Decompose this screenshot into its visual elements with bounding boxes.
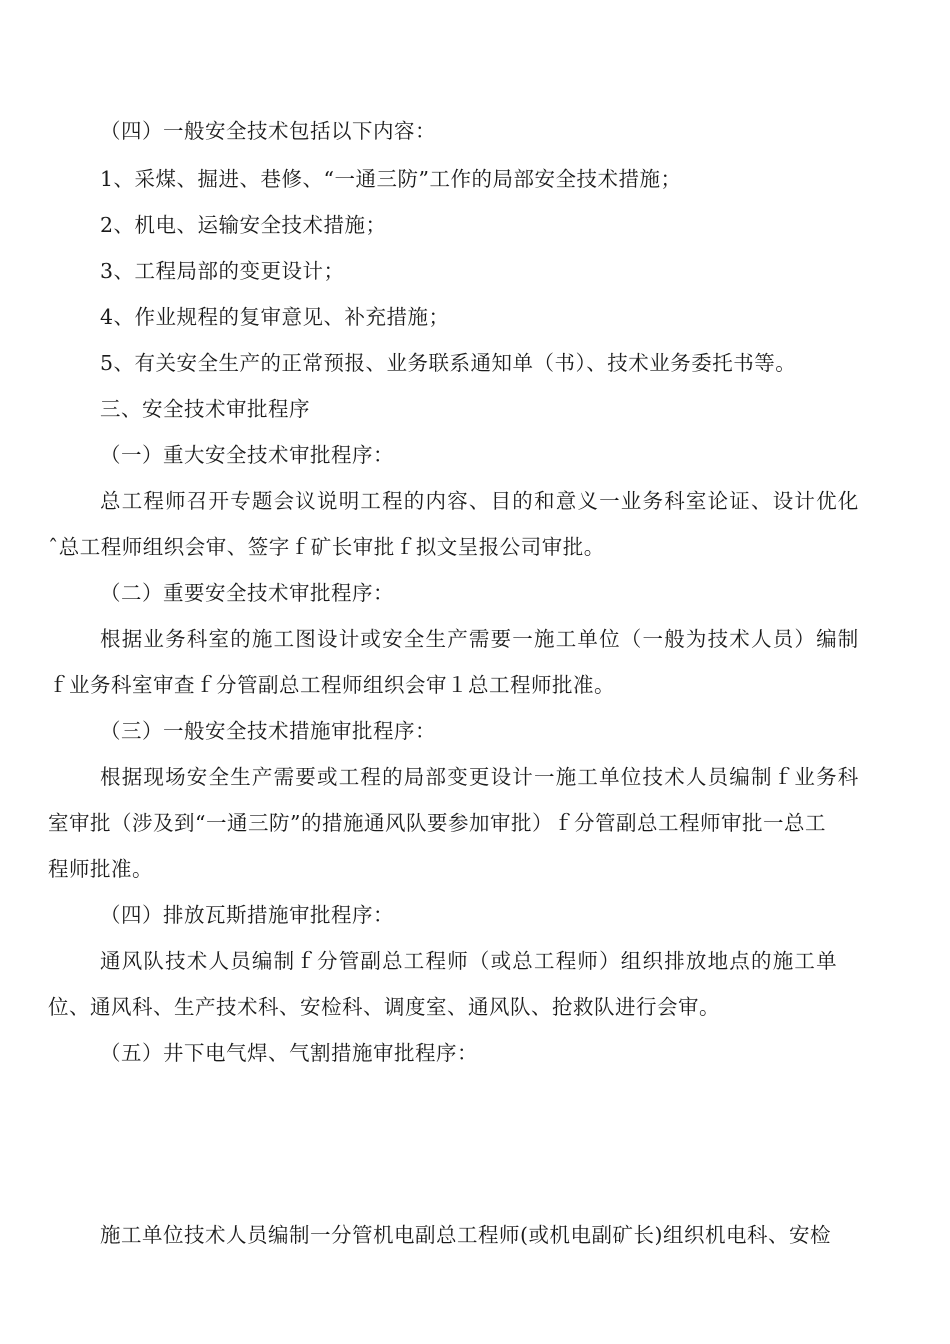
subsection-heading-general: （三）一般安全技术措施审批程序： [100, 719, 436, 743]
paragraph-line: 室审批（涉及到“一通三防”的措施通风队要参加审批）ｆ分管副总工程师审批一总工 [48, 811, 826, 835]
paragraph-line: 总工程师召开专题会议说明工程的内容、目的和意义一业务科室论证、设计优化 [100, 489, 860, 513]
list-item-3: 3、工程局部的变更设计； [100, 259, 345, 283]
subsection-heading-major: （一）重大安全技术审批程序： [100, 443, 394, 467]
paragraph-line: ˆ总工程师组织会审、签字ｆ矿长审批ｆ拟文呈报公司审批。 [48, 535, 605, 559]
list-item-1: 1、采煤、掘进、巷修、“一通三防”工作的局部安全技术措施； [100, 167, 682, 191]
subsection-heading-important: （二）重要安全技术审批程序： [100, 581, 394, 605]
section-heading-approval: 三、安全技术审批程序 [100, 397, 310, 421]
list-item-2: 2、机电、运输安全技术措施； [100, 213, 387, 237]
paragraph-line: ｆ业务科室审查ｆ分管副总工程师组织会审１总工程师批准。 [48, 673, 615, 697]
subsection-heading-welding: （五）井下电气焊、气割措施审批程序： [100, 1041, 478, 1065]
paragraph-line: 通风队技术人员编制ｆ分管副总工程师（或总工程师）组织排放地点的施工单 [100, 949, 838, 973]
section-heading-general-tech: （四）一般安全技术包括以下内容： [100, 119, 436, 143]
paragraph-line: 位、通风科、生产技术科、安检科、调度室、通风队、抢救队进行会审。 [48, 995, 720, 1019]
list-item-5: 5、有关安全生产的正常预报、业务联系通知单（书）、技术业务委托书等。 [100, 351, 797, 375]
paragraph-line: 根据现场安全生产需要或工程的局部变更设计一施工单位技术人员编制ｆ业务科 [100, 765, 860, 789]
subsection-heading-gas: （四）排放瓦斯措施审批程序： [100, 903, 394, 927]
paragraph-line: 程师批准。 [48, 857, 153, 881]
paragraph-line: 根据业务科室的施工图设计或安全生产需要一施工单位（一般为技术人员）编制 [100, 627, 860, 651]
list-item-4: 4、作业规程的复审意见、补充措施； [100, 305, 450, 329]
paragraph-line: 施工单位技术人员编制一分管机电副总工程师(或机电副矿长)组织机电科、安检 [100, 1223, 831, 1247]
